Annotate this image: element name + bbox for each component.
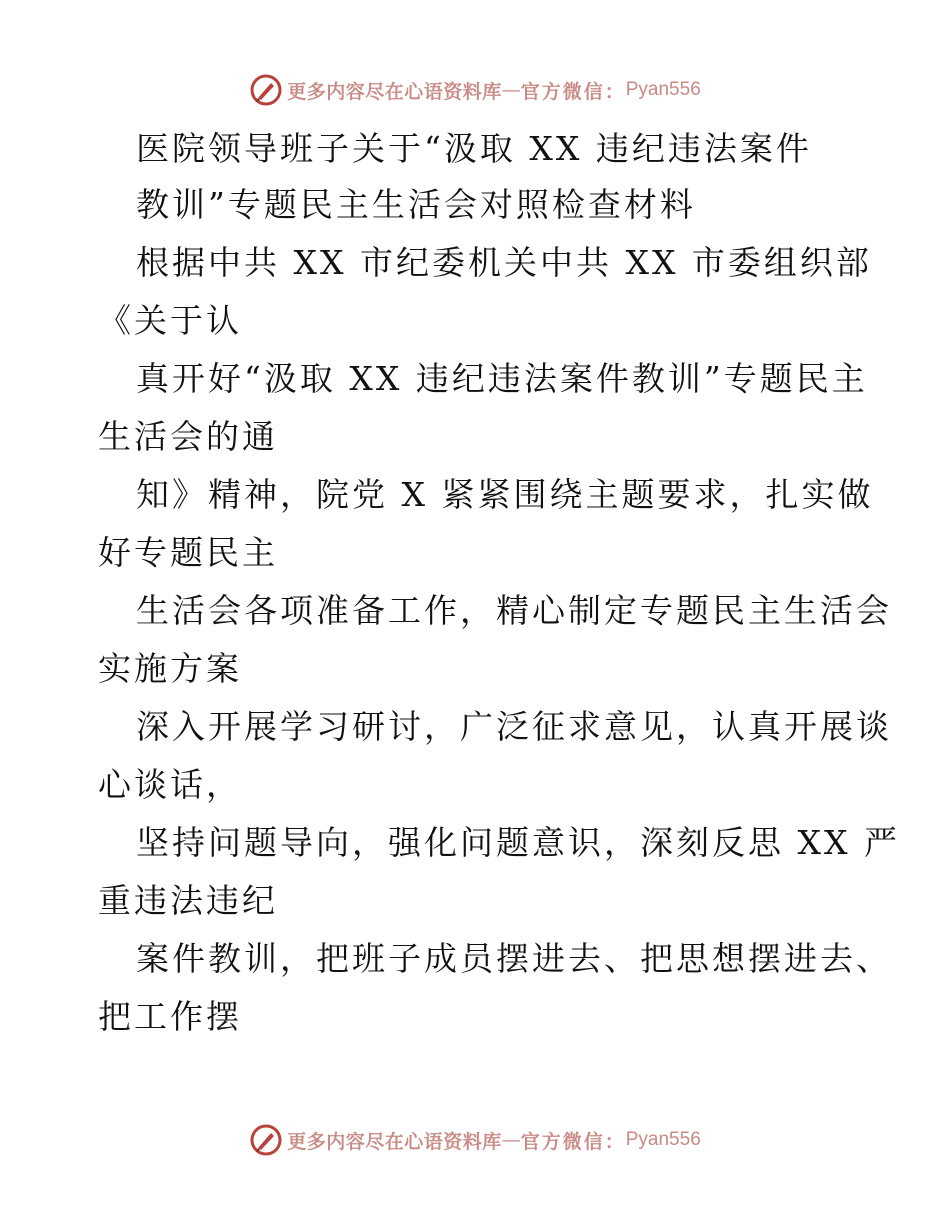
doc-line: 坚持问题导向，强化问题意识，深刻反思 XX 严: [136, 823, 900, 862]
watermark-separator: —: [501, 1129, 521, 1151]
doc-line: 心谈话，: [98, 765, 242, 804]
doc-line: 深入开展学习研讨，广泛征求意见，认真开展谈: [136, 707, 892, 746]
pen-logo-icon: [249, 73, 283, 107]
footer-watermark: [0, 1120, 950, 1160]
watermark-wechat-label: 官方微信：: [520, 1130, 626, 1153]
doc-line: 生活会各项准备工作，精心制定专题民主生活会: [136, 591, 892, 630]
doc-line: 重违法违纪: [98, 881, 278, 920]
doc-line: 根据中共 XX 市纪委机关中共 XX 市委组织部: [136, 243, 872, 282]
watermark-text: 更多内容尽在心语资料库: [287, 80, 502, 103]
watermark-separator: —: [501, 79, 521, 101]
doc-line: 把工作摆: [98, 997, 242, 1036]
doc-line: 真开好“汲取 XX 违纪违法案件教训”专题民主: [136, 359, 868, 398]
doc-title-line-2: 教训”专题民主生活会对照检查材料: [136, 185, 696, 224]
watermark-wechat-label: 官方微信：: [520, 80, 626, 103]
header-watermark: [0, 70, 950, 110]
doc-line: 实施方案: [98, 649, 242, 688]
doc-line: 好专题民主: [98, 533, 278, 572]
watermark-text: 更多内容尽在心语资料库: [287, 1130, 502, 1153]
pen-logo-icon: [249, 1123, 283, 1157]
doc-line: 生活会的通: [98, 417, 278, 456]
watermark-wechat-id: Pyan556: [625, 79, 701, 100]
doc-line: 案件教训，把班子成员摆进去、把思想摆进去、: [136, 939, 892, 978]
doc-title-line-1: 医院领导班子关于“汲取 XX 违纪违法案件: [136, 129, 812, 168]
doc-line: 《关于认: [98, 301, 242, 340]
watermark-wechat-id: Pyan556: [625, 1129, 701, 1150]
doc-line: 知》精神，院党 X 紧紧围绕主题要求，扎实做: [136, 475, 874, 514]
